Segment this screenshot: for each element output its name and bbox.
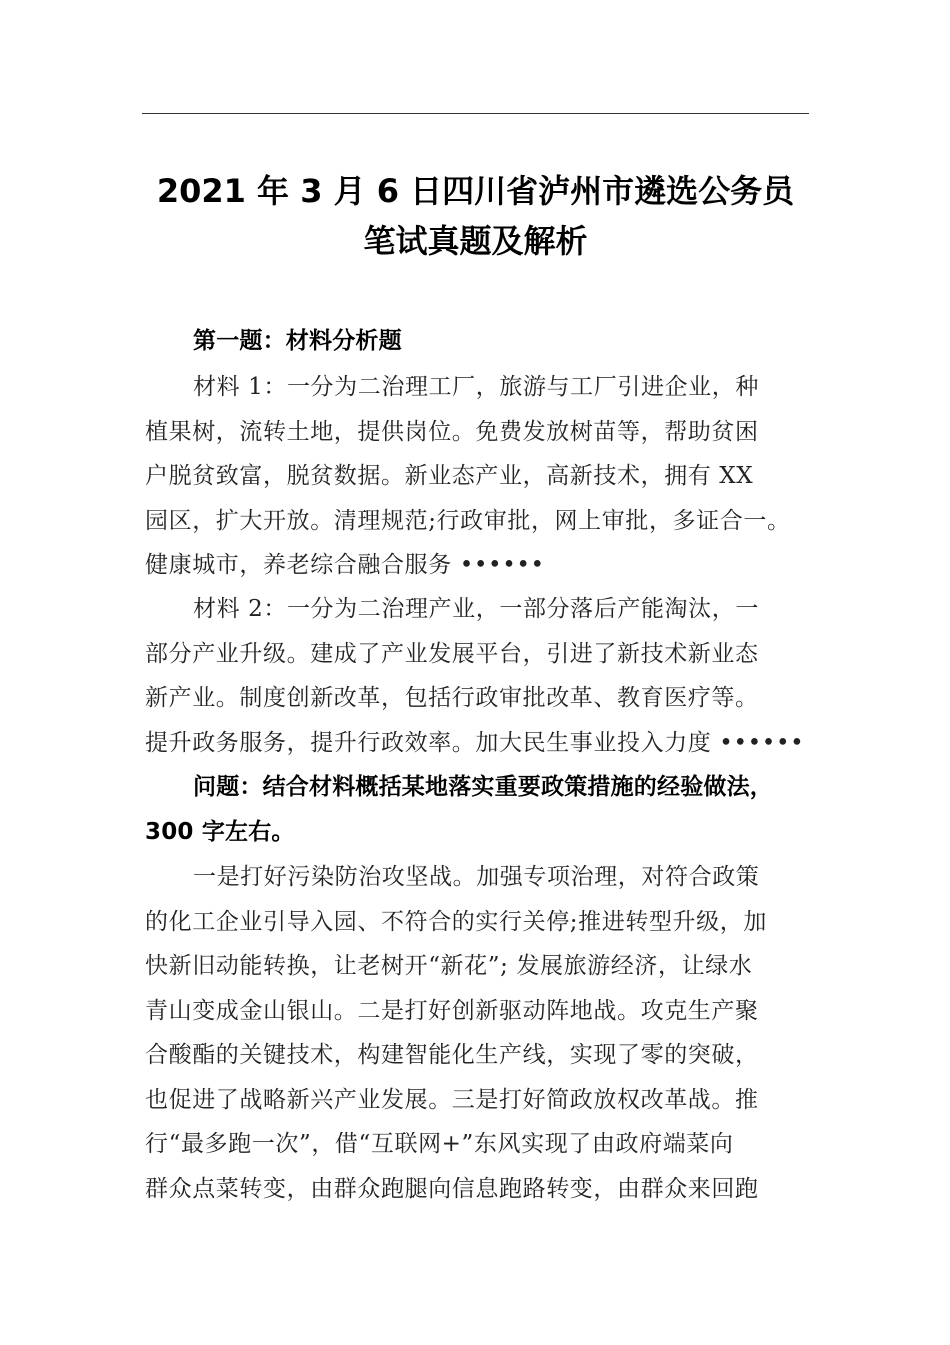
material-2-line: 新产业。制度创新改革，包括行政审批改革、教育医疗等。	[145, 685, 759, 711]
header-divider	[142, 113, 809, 114]
document-title-line-2: 笔试真题及解析	[363, 222, 588, 260]
material-2-line: 部分产业升级。建成了产业发展平台，引进了新技术新业态	[145, 641, 759, 667]
document-title-line-1: 2021 年 3 月 6 日四川省泸州市遴选公务员	[156, 172, 795, 210]
answer-line: 也促进了战略新兴产业发展。三是打好简政放权改革战。推	[145, 1087, 759, 1113]
material-1-line: 园区，扩大开放。清理规范;行政审批，网上审批，多证合一。	[145, 508, 791, 534]
answer-line: 的化工企业引导入园、不符合的实行关停;推进转型升级，加	[145, 909, 767, 935]
section-heading: 第一题：材料分析题	[193, 328, 402, 354]
answer-line: 合酸酯的关键技术，构建智能化生产线，实现了零的突破，	[145, 1042, 759, 1068]
question-line: 问题：结合材料概括某地落实重要政策措施的经验做法，	[193, 774, 773, 800]
question-line: 300 字左右。	[145, 819, 295, 845]
material-2-line: 提升政务服务，提升行政效率。加大民生事业投入力度 ••••••	[145, 730, 805, 756]
answer-line: 青山变成金山银山。二是打好创新驱动阵地战。攻克生产聚	[145, 998, 759, 1024]
answer-line: 行“最多跑一次”，借“互联网+”东风实现了由政府端菜向	[145, 1131, 734, 1157]
material-1-line: 材料 1：一分为二治理工厂，旅游与工厂引进企业，种	[193, 374, 759, 400]
answer-line: 快新旧动能转换，让老树开“新花”; 发展旅游经济，让绿水	[145, 953, 753, 979]
answer-line: 群众点菜转变，由群众跑腿向信息跑路转变，由群众来回跑	[145, 1176, 759, 1202]
material-1-line: 健康城市，养老综合融合服务 ••••••	[145, 552, 545, 578]
answer-line: 一是打好污染防治攻坚战。加强专项治理，对符合政策	[193, 864, 760, 890]
material-1-line: 户脱贫致富，脱贫数据。新业态产业，高新技术，拥有 XX	[145, 463, 754, 489]
material-2-line: 材料 2：一分为二治理产业，一部分落后产能淘汰，一	[193, 596, 759, 622]
material-1-line: 植果树，流转土地，提供岗位。免费发放树苗等，帮助贫困	[145, 419, 759, 445]
